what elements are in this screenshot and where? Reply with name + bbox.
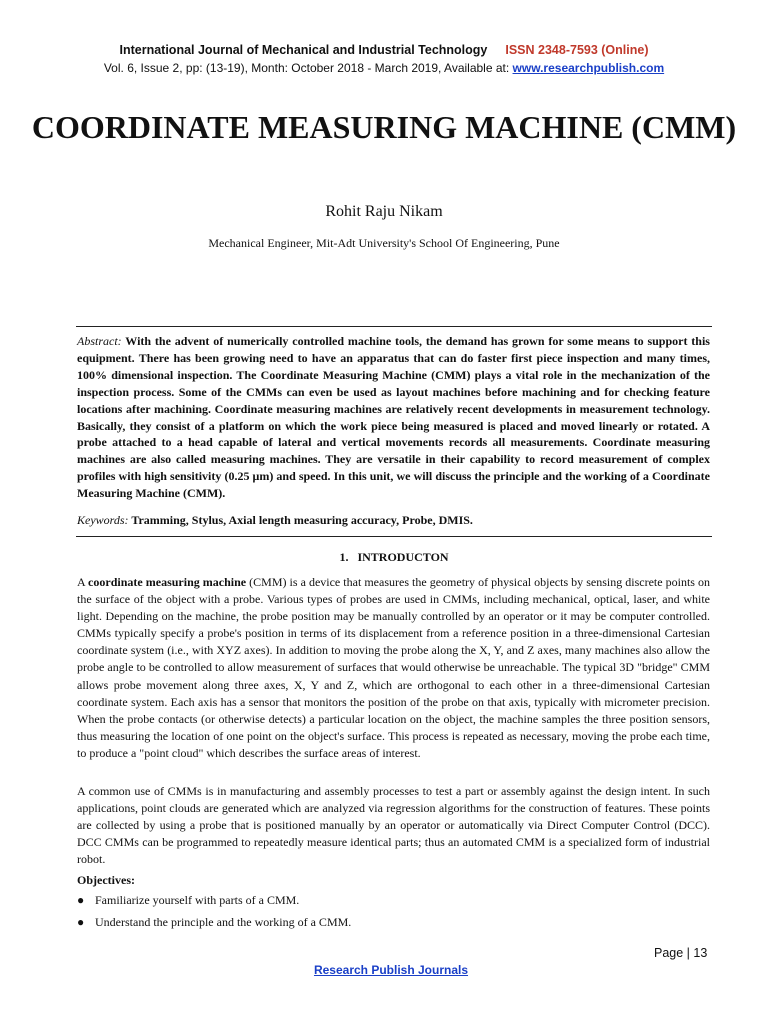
website-link[interactable]: www.researchpublish.com — [512, 61, 665, 75]
journal-header — [0, 43, 768, 57]
paper-title: COORDINATE MEASURING MACHINE (CMM) — [31, 109, 737, 145]
page-number: Page | 13 — [654, 946, 708, 960]
abstract-bottom-rule — [76, 536, 712, 537]
intro-text: (CMM) is a device that measures the geometry of physical objects by sensing discrete points on the surface of the object with a probe. Various types of probes are used in CMMs, including mechanical, optical, laser, and white light. Depending on the machine, the probe position may be manually controlled by an operator or it may be computer controlled. CMMs typically specify a probe's position in terms of its displacement from a reference position in a three-dimensional Cartesian coordinate system (i.e., with XYZ axes). In addition to moving the probe along the X, Y, and Z axes, many machines also allow the probe angle to be controlled to allow measurement of surfaces that would otherwise be unreachable. The typical 3D "bridge" CMM allows probe movement along three axes, X, Y and Z, which are orthogonal to each other in a three-dimensional Cartesian coordinate system. Each axis has a sensor that monitors the position of the probe on that axis, typically with micrometer precision. When the probe contacts (or otherwise detects) a particular location on the object, the machine samples the three position sensors, thus measuring the location of one point on the object's surface. This process is repeated as necessary, moving the probe each time, to produce a "point cloud" which describes the surface areas of interest. — [77, 575, 710, 760]
volume-info: Vol. 6, Issue 2, pp: (13-19), Month: October 2018 - March 2019, Available at: — [103, 61, 513, 75]
objective-text: Understand the principle and the working of a CMM. — [95, 915, 352, 929]
intro-term: coordinate measuring machine — [88, 575, 247, 589]
list-item — [77, 892, 710, 914]
intro-lead: A — [77, 575, 89, 589]
objectives-heading: Objectives: — [77, 873, 135, 887]
footer-publisher-link[interactable]: Research Publish Journals — [313, 963, 469, 977]
objectives-list — [77, 892, 710, 936]
abstract-label: Abstract: — [77, 334, 122, 348]
author-name: Rohit Raju Nikam — [325, 203, 443, 220]
abstract-text: With the advent of numerically controlled machine tools, the demand has grown for some means to support this equipment. There has been growing need to have an apparatus that can do faster first piece inspection and many times, 100% dimensional inspection. The Coordinate Measuring Machine (CMM) plays a vital role in the mechanization of the inspection process. Some of the CMMs can even be used as layout machines before machining and for checking feature locations after machining. Coordinate measuring machines are relatively recent developments in measurement technology. Basically, they consist of a platform on which the work piece being measured is placed and moved linearly or rotated. A probe attached to a head capable of lateral and vertical movements records all measurements. Coordinate measuring machines are also called measuring machines. They are versatile in their capability to record measurement of complex profiles with high sensitivity (0.25 μm) and speed. In this unit, we will discuss the principle and the working of a Coordinate Measuring Machine (CMM). — [77, 334, 710, 501]
keywords-label: Keywords: — [77, 513, 129, 527]
abstract-top-rule — [76, 326, 712, 327]
issn: ISSN 2348-7593 (Online) — [505, 43, 649, 57]
objective-text: Familiarize yourself with parts of a CMM. — [95, 893, 300, 907]
intro-paragraph-1 — [77, 574, 710, 762]
author-affiliation: Mechanical Engineer, Mit-Adt University's School Of Engineering, Pune — [208, 236, 560, 250]
intro-paragraph-2: A common use of CMMs is in manufacturing and assembly processes to test a part or assembly against the design intent. In such applications, point clouds are generated which are analyzed via regression algorithms for the construction of features. These points are collected by using a probe that is positioned manually by an operator or automatically via Direct Computer Control (DCC). DCC CMMs can be programmed to repeatedly measure identical parts; thus an automated CMM is a specialized form of industrial robot. — [77, 784, 710, 867]
keywords-text: Tramming, Stylus, Axial length measuring accuracy, Probe, DMIS. — [131, 513, 473, 527]
abstract — [77, 333, 710, 502]
journal-name: International Journal of Mechanical and Industrial Technology — [119, 43, 488, 57]
list-item — [77, 914, 710, 936]
section-heading: 1. INTRODUCTON — [339, 550, 449, 564]
bullet-icon: ● — [77, 915, 85, 929]
keywords — [77, 513, 710, 528]
bullet-icon: ● — [77, 893, 85, 907]
volume-line — [0, 61, 768, 75]
